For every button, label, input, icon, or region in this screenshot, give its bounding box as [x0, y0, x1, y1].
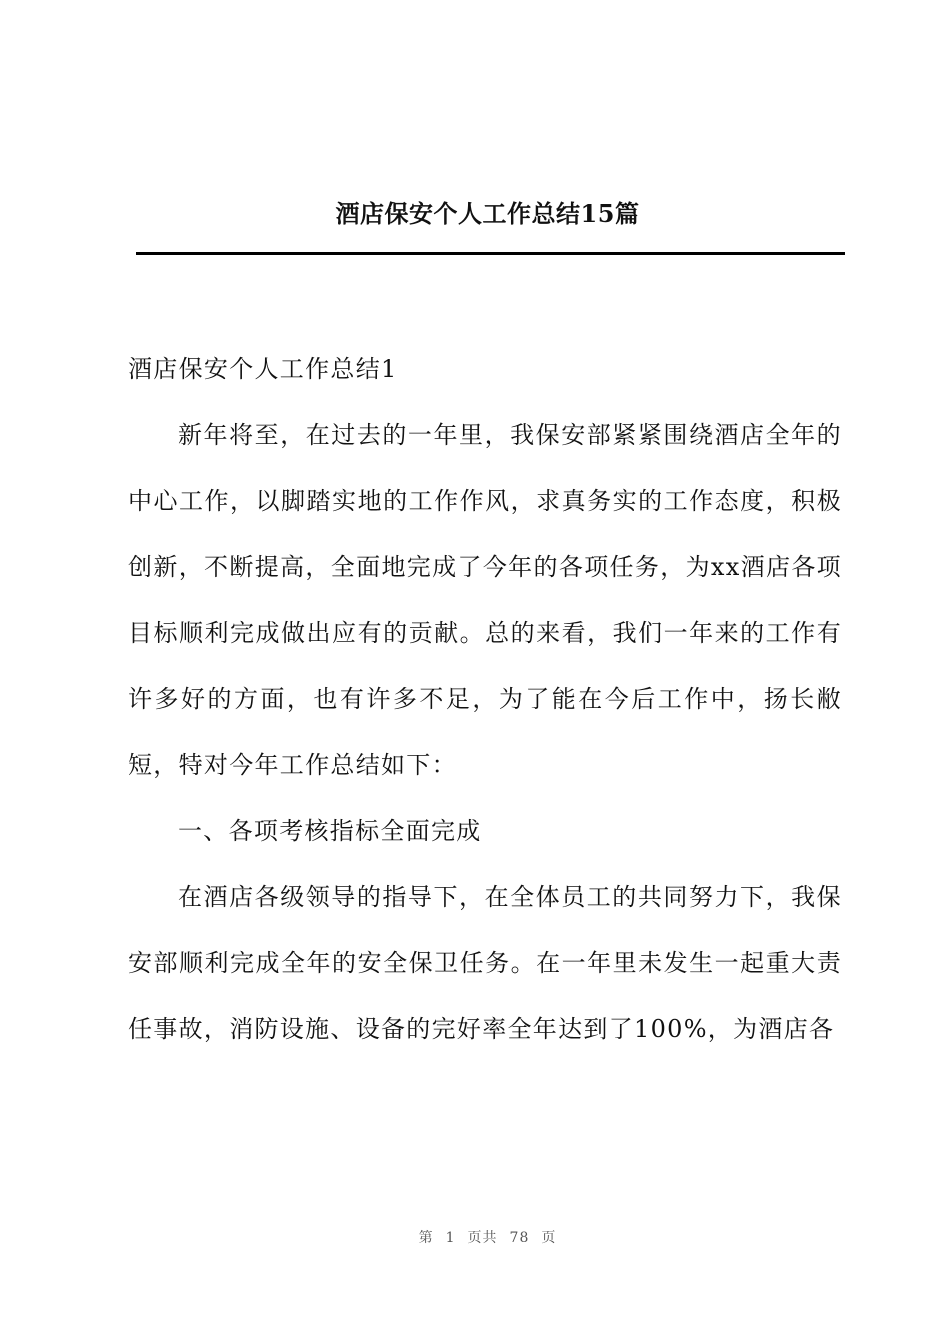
paragraph: 在酒店各级领导的指导下，在全体员工的共同努力下，我保安部顺利完成全年的安全保卫任务。在一年里未发生一起重大责任事故，消防设施、设备的完好率全年达到了100%，为酒店各	[128, 883, 842, 1043]
page-footer	[0, 1228, 950, 1248]
paragraph: 新年将至，在过去的一年里，我保安部紧紧围绕酒店全年的中心工作，以脚踏实地的工作作风，求真务实的工作态度，积极创新，不断提高，全面地完成了今年的各项任务，为xx酒店各项目标顺利完成做出应有的贡献。总的来看，我们一年来的工作有许多好的方面，也有许多不足，为了能在今后工作中，扬长敝短，特对今年工作总结如下：	[128, 421, 842, 779]
footer-label-of: 页共	[467, 1230, 498, 1246]
footer-current-page: 1	[445, 1230, 456, 1246]
title-underline	[136, 252, 845, 255]
footer-total-pages: 78	[509, 1230, 530, 1246]
document-body	[128, 336, 842, 1062]
footer-label-pages: 页	[541, 1230, 557, 1246]
section-title: 酒店保安个人工作总结1	[128, 355, 398, 383]
document-title: 酒店保安个人工作总结15篇	[335, 199, 640, 228]
footer-label-page: 第	[418, 1230, 434, 1246]
subsection-heading: 一、各项考核指标全面完成	[178, 817, 482, 845]
